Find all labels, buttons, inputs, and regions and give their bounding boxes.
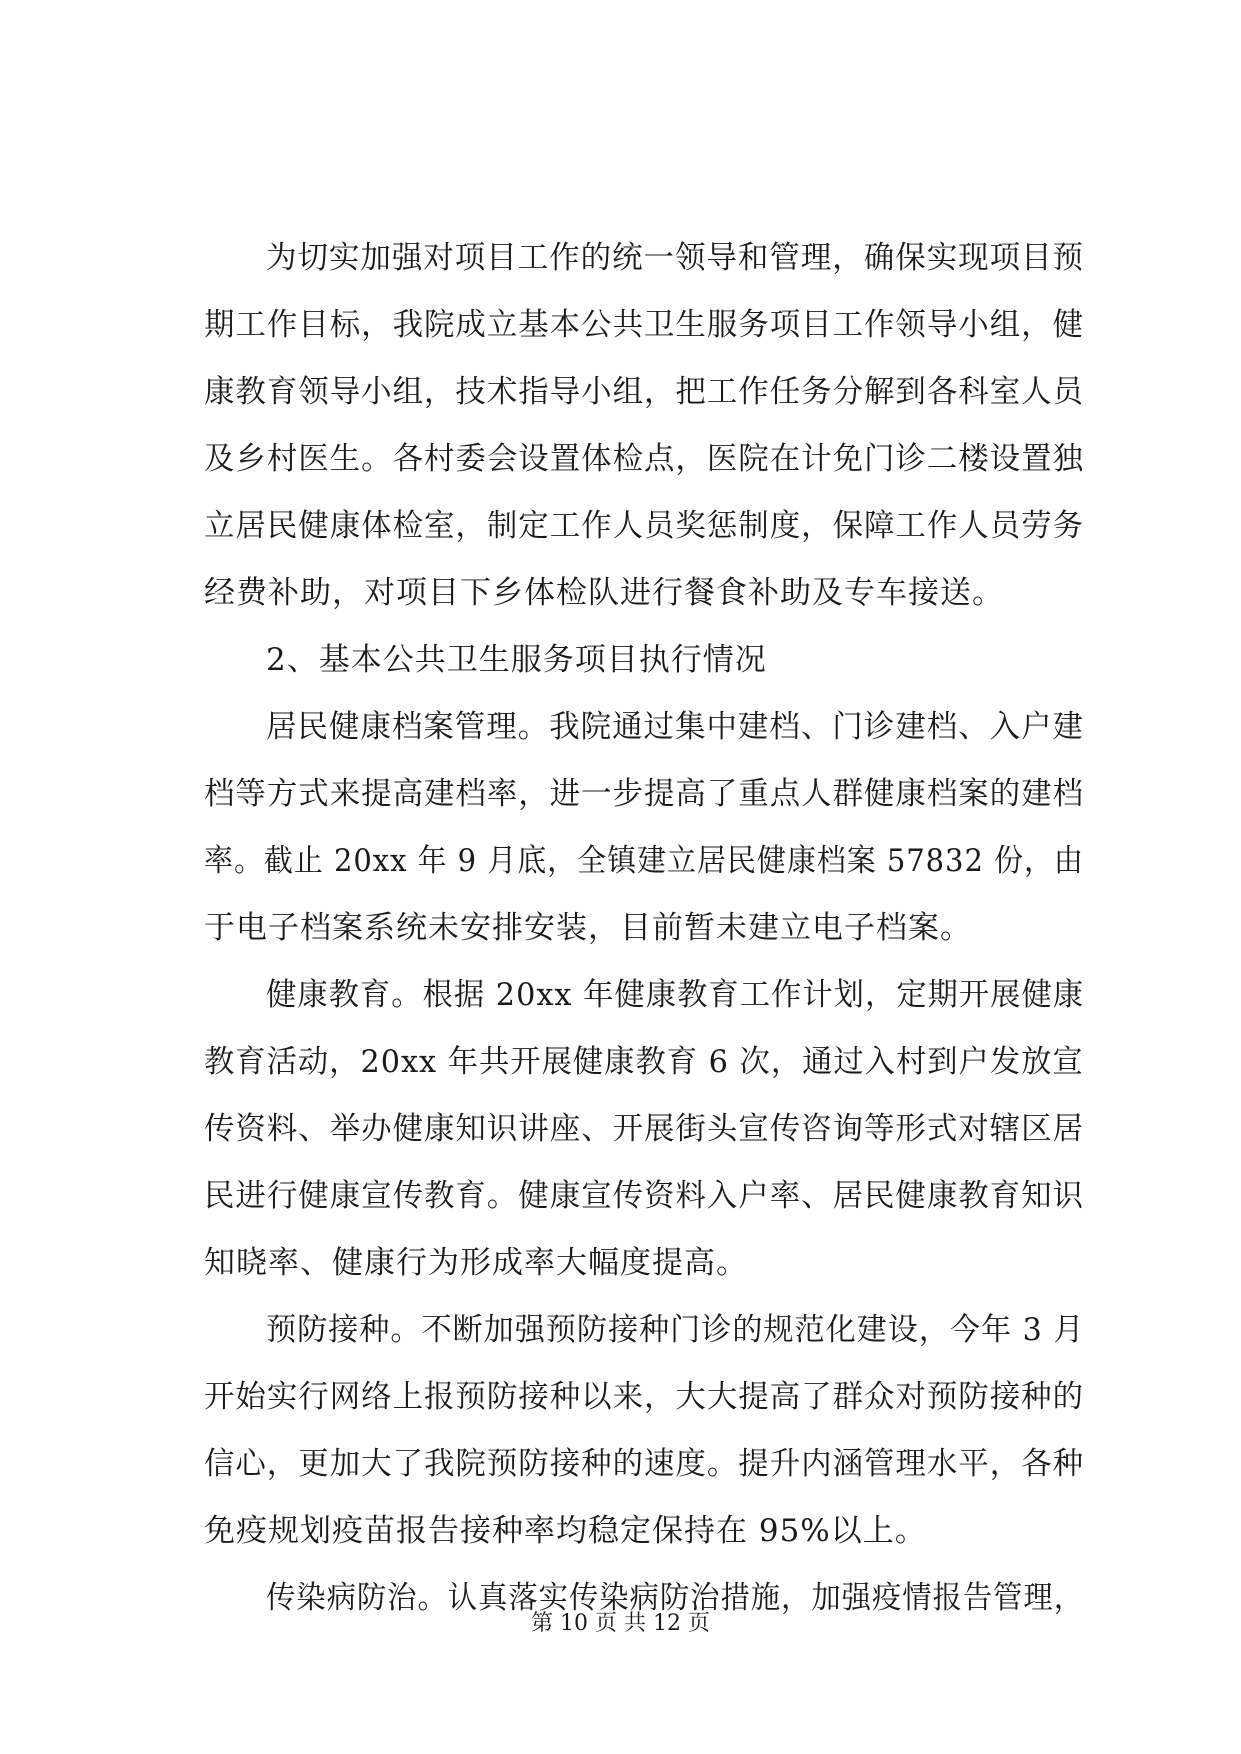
text-line-content: 康教育领导小组，技术指导小组，把工作任务分解到各科室人员 xyxy=(204,374,1084,410)
text-line-content: 为切实加强对项目工作的统一领导和管理，确保实现项目预 xyxy=(266,240,1084,276)
text-line-content: 知晓率、健康行为形成率大幅度提高。 xyxy=(204,1245,748,1281)
text-line xyxy=(204,225,1084,292)
text-line-content: 健康教育。根据 20xx 年健康教育工作计划，定期开展健康 xyxy=(266,977,1085,1013)
text-line xyxy=(204,1230,1084,1297)
text-line-content: 于电子档案系统未安排安装，目前暂未建立电子档案。 xyxy=(204,910,972,946)
text-line-content: 预防接种。不断加强预防接种门诊的规范化建设，今年 3 月 xyxy=(266,1312,1085,1348)
text-line xyxy=(204,828,1084,895)
text-line xyxy=(204,1029,1084,1096)
text-line xyxy=(204,761,1084,828)
text-line-content: 教育活动，20xx 年共开展健康教育 6 次，通过入村到户发放宣 xyxy=(204,1044,1084,1080)
page-footer xyxy=(0,1604,1241,1644)
text-line-content: 信心，更加大了我院预防接种的速度。提升内涵管理水平，各种 xyxy=(204,1446,1084,1482)
text-line-content: 免疫规划疫苗报告接种率均稳定保持在 95%以上。 xyxy=(204,1513,927,1549)
text-line xyxy=(204,359,1084,426)
document-body xyxy=(204,225,1084,1632)
text-line xyxy=(204,560,1084,627)
text-line-content: 期工作目标，我院成立基本公共卫生服务项目工作领导小组，健 xyxy=(204,307,1084,343)
text-line-content: 率。截止 20xx 年 9 月底，全镇建立居民健康档案 57832 份，由 xyxy=(204,843,1084,879)
text-line xyxy=(204,426,1084,493)
text-line xyxy=(204,292,1084,359)
page-number-label: 第 10 页 共 12 页 xyxy=(531,1611,710,1636)
text-line xyxy=(204,1163,1084,1230)
text-line xyxy=(204,493,1084,560)
text-line-content: 民进行健康宣传教育。健康宣传资料入户率、居民健康教育知识 xyxy=(204,1178,1084,1214)
text-line-content: 居民健康档案管理。我院通过集中建档、门诊建档、入户建 xyxy=(266,709,1084,745)
text-line xyxy=(204,1364,1084,1431)
text-line xyxy=(204,1297,1084,1364)
text-line-content: 档等方式来提高建档率，进一步提高了重点人群健康档案的建档 xyxy=(204,776,1084,812)
text-line-content: 立居民健康体检室，制定工作人员奖惩制度，保障工作人员劳务 xyxy=(204,508,1084,544)
text-line-content: 开始实行网络上报预防接种以来，大大提高了群众对预防接种的 xyxy=(204,1379,1084,1415)
text-line-content: 及乡村医生。各村委会设置体检点，医院在计免门诊二楼设置独 xyxy=(204,441,1084,477)
text-line xyxy=(204,694,1084,761)
text-line-content: 传资料、举办健康知识讲座、开展街头宣传咨询等形式对辖区居 xyxy=(204,1111,1084,1147)
text-line-content: 经费补助，对项目下乡体检队进行餐食补助及专车接送。 xyxy=(204,575,1004,611)
text-line xyxy=(204,962,1084,1029)
text-line-content: 传染病防治。认真落实传染病防治措施，加强疫情报告管理， xyxy=(266,1580,1084,1616)
section-heading xyxy=(204,627,1084,694)
text-line xyxy=(204,1431,1084,1498)
section-heading-text: 2、基本公共卫生服务项目执行情况 xyxy=(266,642,767,678)
text-line xyxy=(204,1096,1084,1163)
text-line xyxy=(204,1498,1084,1565)
text-line xyxy=(204,895,1084,962)
